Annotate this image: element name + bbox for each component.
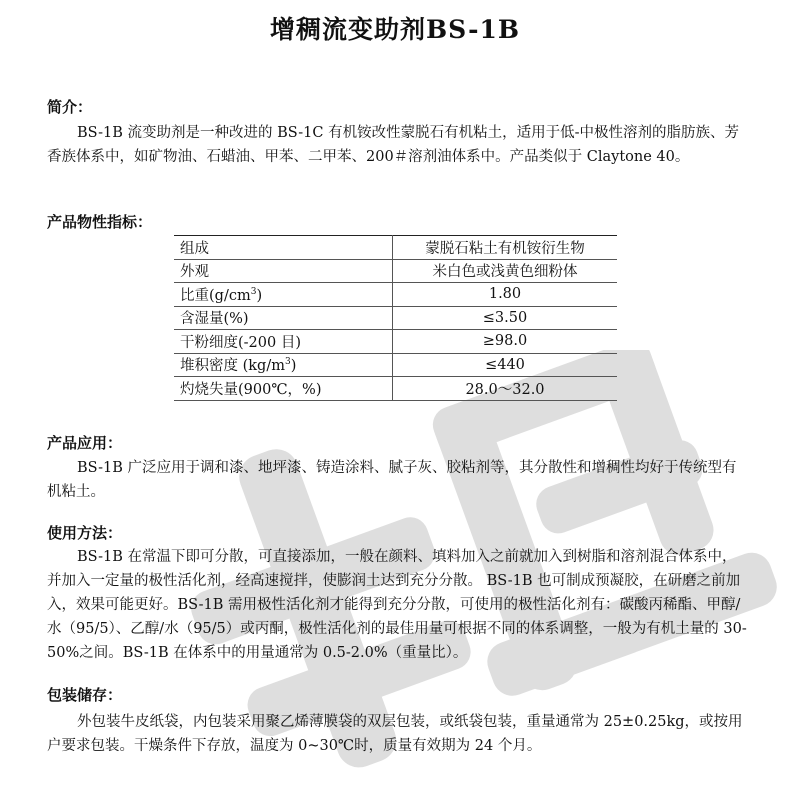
table-row [174,377,617,401]
property-label: 堆积密度 $(kg/m^3)$ [174,353,393,377]
table-row [174,259,617,283]
packaging-text: 外包装牛皮纸袋，内包装采用聚乙烯薄膜袋的双层包装，或纸袋包装，重量通常为 25±0.25kg，或按用户要求包装。干燥条件下存放，温度为 0~30℃时，质量有效期为 24 个月。 [47,714,743,754]
usage-heading: 使用方法： [47,524,123,542]
property-label: 含湿量(%) [174,306,393,330]
property-value: ≤440 [393,353,618,377]
table-row [174,353,617,377]
intro-heading: 简介： [47,98,93,116]
property-label: 组成 [174,236,393,260]
table-row [174,236,617,260]
property-value: 米白色或浅黄色细粉体 [393,259,618,283]
property-value: 28.0～32.0 [393,377,618,401]
properties-heading: 产品物性指标： [47,213,153,231]
property-label: 比重$(g/cm^3)$ [174,283,393,307]
table-row [174,306,617,330]
table-row [174,330,617,354]
usage-text: BS-1B 在常温下即可分散，可直接添加，一般在颜料、填料加入之前就加入到树脂和溶剂混合体系中，并加入一定量的极性活化剂，经高速搅拌，使膨润土达到充分分散。 BS-1B 也可制成预凝胶，在研磨之前加入，效果可能更好。BS-1B 需用极性活化剂才能得到充分分散，可使用的极性活化剂有：碳酸丙稀酯、甲醇/水（95/5）、乙醇/水（95/5）或丙酮，极性活化剂的最佳用量可根据不同的体系调整，一般为有机土量的 30-50%之间。BS-1B 在体系中的用量通常为 0.5-2.0%（重量比）。 [47,549,747,661]
property-value: 蒙脱石粘土有机铵衍生物 [393,236,618,260]
property-label: 外观 [174,259,393,283]
page-title: 增稠流变助剂BS-1B [269,15,520,44]
property-value: 1.80 [393,283,618,307]
property-value: ≤3.50 [393,306,618,330]
packaging-heading: 包装储存： [47,686,123,704]
intro-text: BS-1B 流变助剂是一种改进的 BS-1C 有机铵改性蒙脱石有机粘土，适用于低-中极性溶剂的脂肪族、芳香族体系中，如矿物油、石蜡油、甲苯、二甲苯、200＃溶剂油体系中。产品类似于 Claytone 40。 [47,125,739,165]
property-value: ≥98.0 [393,330,618,354]
property-label: 干粉细度(-200 目) [174,330,393,354]
properties-table [174,235,617,401]
application-text: BS-1B 广泛应用于调和漆、地坪漆、铸造涂料、腻子灰、胶粘剂等，其分散性和增稠性均好于传统型有机粘土。 [47,460,737,500]
application-heading: 产品应用： [47,434,123,452]
table-row [174,283,617,307]
property-label: 灼烧失量(900℃，%) [174,377,393,401]
